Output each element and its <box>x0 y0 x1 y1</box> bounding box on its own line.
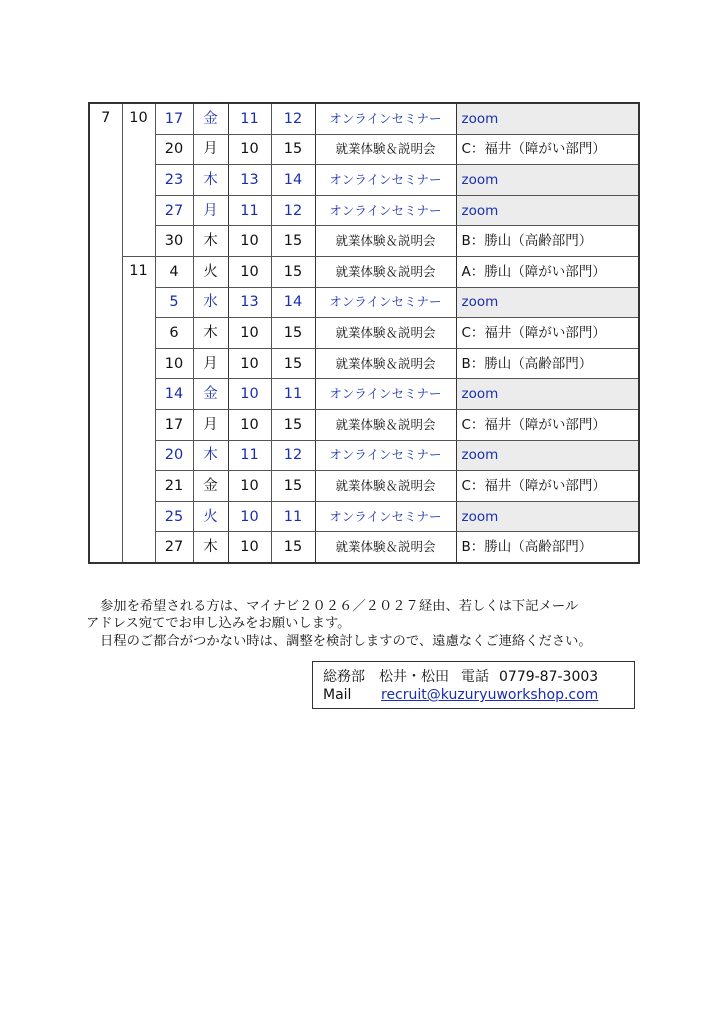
note-line-1: 参加を希望される方は、マイナビ２０２６／２０２７経由、若しくは下記メール <box>100 599 579 614</box>
day-cell: 23 <box>155 165 193 196</box>
type-cell: 就業体験＆説明会 <box>315 226 456 257</box>
type-cell: オンラインセミナー <box>315 165 456 196</box>
wd-cell: 金 <box>193 103 228 134</box>
start-cell: 11 <box>228 103 271 134</box>
day-cell: 20 <box>155 134 193 165</box>
wd-cell: 木 <box>193 440 228 471</box>
schedule-row <box>89 226 639 257</box>
start-cell: 13 <box>228 165 271 196</box>
month-cell: 7 <box>89 103 122 563</box>
schedule-row <box>89 287 639 318</box>
place-cell: B：勝山（高齢部門） <box>456 348 639 379</box>
schedule-row <box>89 165 639 196</box>
schedule-row <box>89 134 639 165</box>
email-link[interactable]: recruit@kuzuryuworkshop.com <box>381 687 599 703</box>
start-cell: 10 <box>228 134 271 165</box>
wd-cell: 金 <box>193 379 228 410</box>
end-cell: 15 <box>271 409 315 440</box>
place-cell: C：福井（障がい部門） <box>456 409 639 440</box>
start-cell: 10 <box>228 532 271 563</box>
day-cell: 27 <box>155 532 193 563</box>
phone-number: 0779-87-3003 <box>499 669 599 685</box>
wd-cell: 月 <box>193 195 228 226</box>
type-cell: 就業体験＆説明会 <box>315 348 456 379</box>
end-cell: 15 <box>271 532 315 563</box>
schedule-table <box>88 102 640 564</box>
type-cell: オンラインセミナー <box>315 440 456 471</box>
note-line-2: アドレス宛てでお申し込みをお願いします。 <box>86 616 351 631</box>
end-cell: 12 <box>271 440 315 471</box>
wd-cell: 金 <box>193 471 228 502</box>
schedule-row <box>89 318 639 349</box>
end-cell: 11 <box>271 379 315 410</box>
mail-label: Mail <box>323 687 352 703</box>
schedule-row <box>89 471 639 502</box>
schedule-row <box>89 256 639 287</box>
type-cell: 就業体験＆説明会 <box>315 532 456 563</box>
start-cell: 10 <box>228 409 271 440</box>
start-cell: 11 <box>228 440 271 471</box>
day-cell: 6 <box>155 318 193 349</box>
wd-cell: 木 <box>193 165 228 196</box>
start-cell: 10 <box>228 318 271 349</box>
wd-cell: 水 <box>193 287 228 318</box>
contact-row-mail <box>323 686 634 704</box>
type-cell: オンラインセミナー <box>315 195 456 226</box>
day-cell: 27 <box>155 195 193 226</box>
wd-cell: 月 <box>193 409 228 440</box>
wd-cell: 木 <box>193 226 228 257</box>
start-cell: 10 <box>228 226 271 257</box>
end-cell: 15 <box>271 256 315 287</box>
type-cell: オンラインセミナー <box>315 501 456 532</box>
type-cell: 就業体験＆説明会 <box>315 409 456 440</box>
day-cell: 5 <box>155 287 193 318</box>
wd-cell: 月 <box>193 348 228 379</box>
submonth-cell: 11 <box>122 256 155 562</box>
wd-cell: 木 <box>193 532 228 563</box>
type-cell: オンラインセミナー <box>315 103 456 134</box>
place-cell: zoom <box>456 440 639 471</box>
contact-box <box>312 661 635 709</box>
type-cell: 就業体験＆説明会 <box>315 256 456 287</box>
note-line-3: 日程のご都合がつかない時は、調整を検討しますので、遠慮なくご連絡ください。 <box>100 634 592 649</box>
day-cell: 14 <box>155 379 193 410</box>
place-cell: zoom <box>456 501 639 532</box>
place-cell: zoom <box>456 165 639 196</box>
wd-cell: 火 <box>193 256 228 287</box>
place-cell: zoom <box>456 195 639 226</box>
wd-cell: 火 <box>193 501 228 532</box>
day-cell: 25 <box>155 501 193 532</box>
end-cell: 15 <box>271 318 315 349</box>
place-cell: zoom <box>456 103 639 134</box>
place-cell: C：福井（障がい部門） <box>456 318 639 349</box>
schedule-body <box>89 103 639 563</box>
schedule-row <box>89 532 639 563</box>
wd-cell: 木 <box>193 318 228 349</box>
wd-cell: 月 <box>193 134 228 165</box>
day-cell: 10 <box>155 348 193 379</box>
schedule-row <box>89 348 639 379</box>
start-cell: 10 <box>228 256 271 287</box>
start-cell: 13 <box>228 287 271 318</box>
phone-label: 電話 <box>461 669 489 685</box>
day-cell: 4 <box>155 256 193 287</box>
schedule-row <box>89 440 639 471</box>
contact-row-phone <box>323 668 634 686</box>
day-cell: 20 <box>155 440 193 471</box>
end-cell: 11 <box>271 501 315 532</box>
place-cell: C：福井（障がい部門） <box>456 471 639 502</box>
place-cell: A：勝山（障がい部門） <box>456 256 639 287</box>
start-cell: 10 <box>228 501 271 532</box>
place-cell: zoom <box>456 287 639 318</box>
schedule-row <box>89 409 639 440</box>
end-cell: 14 <box>271 165 315 196</box>
end-cell: 14 <box>271 287 315 318</box>
place-cell: B：勝山（高齢部門） <box>456 226 639 257</box>
place-cell: C：福井（障がい部門） <box>456 134 639 165</box>
schedule-row <box>89 103 639 134</box>
place-cell: B：勝山（高齢部門） <box>456 532 639 563</box>
contact-names: 松井・松田 <box>379 669 449 685</box>
end-cell: 15 <box>271 134 315 165</box>
start-cell: 10 <box>228 348 271 379</box>
end-cell: 15 <box>271 471 315 502</box>
type-cell: 就業体験＆説明会 <box>315 134 456 165</box>
submonth-cell: 10 <box>122 103 155 256</box>
place-cell: zoom <box>456 379 639 410</box>
day-cell: 17 <box>155 103 193 134</box>
end-cell: 12 <box>271 195 315 226</box>
end-cell: 15 <box>271 348 315 379</box>
day-cell: 17 <box>155 409 193 440</box>
end-cell: 12 <box>271 103 315 134</box>
type-cell: オンラインセミナー <box>315 287 456 318</box>
schedule-row <box>89 501 639 532</box>
type-cell: オンラインセミナー <box>315 379 456 410</box>
type-cell: 就業体験＆説明会 <box>315 471 456 502</box>
schedule-row <box>89 195 639 226</box>
start-cell: 10 <box>228 471 271 502</box>
schedule-row <box>89 379 639 410</box>
day-cell: 21 <box>155 471 193 502</box>
start-cell: 10 <box>228 379 271 410</box>
type-cell: 就業体験＆説明会 <box>315 318 456 349</box>
start-cell: 11 <box>228 195 271 226</box>
department-label: 総務部 <box>323 669 365 685</box>
end-cell: 15 <box>271 226 315 257</box>
day-cell: 30 <box>155 226 193 257</box>
